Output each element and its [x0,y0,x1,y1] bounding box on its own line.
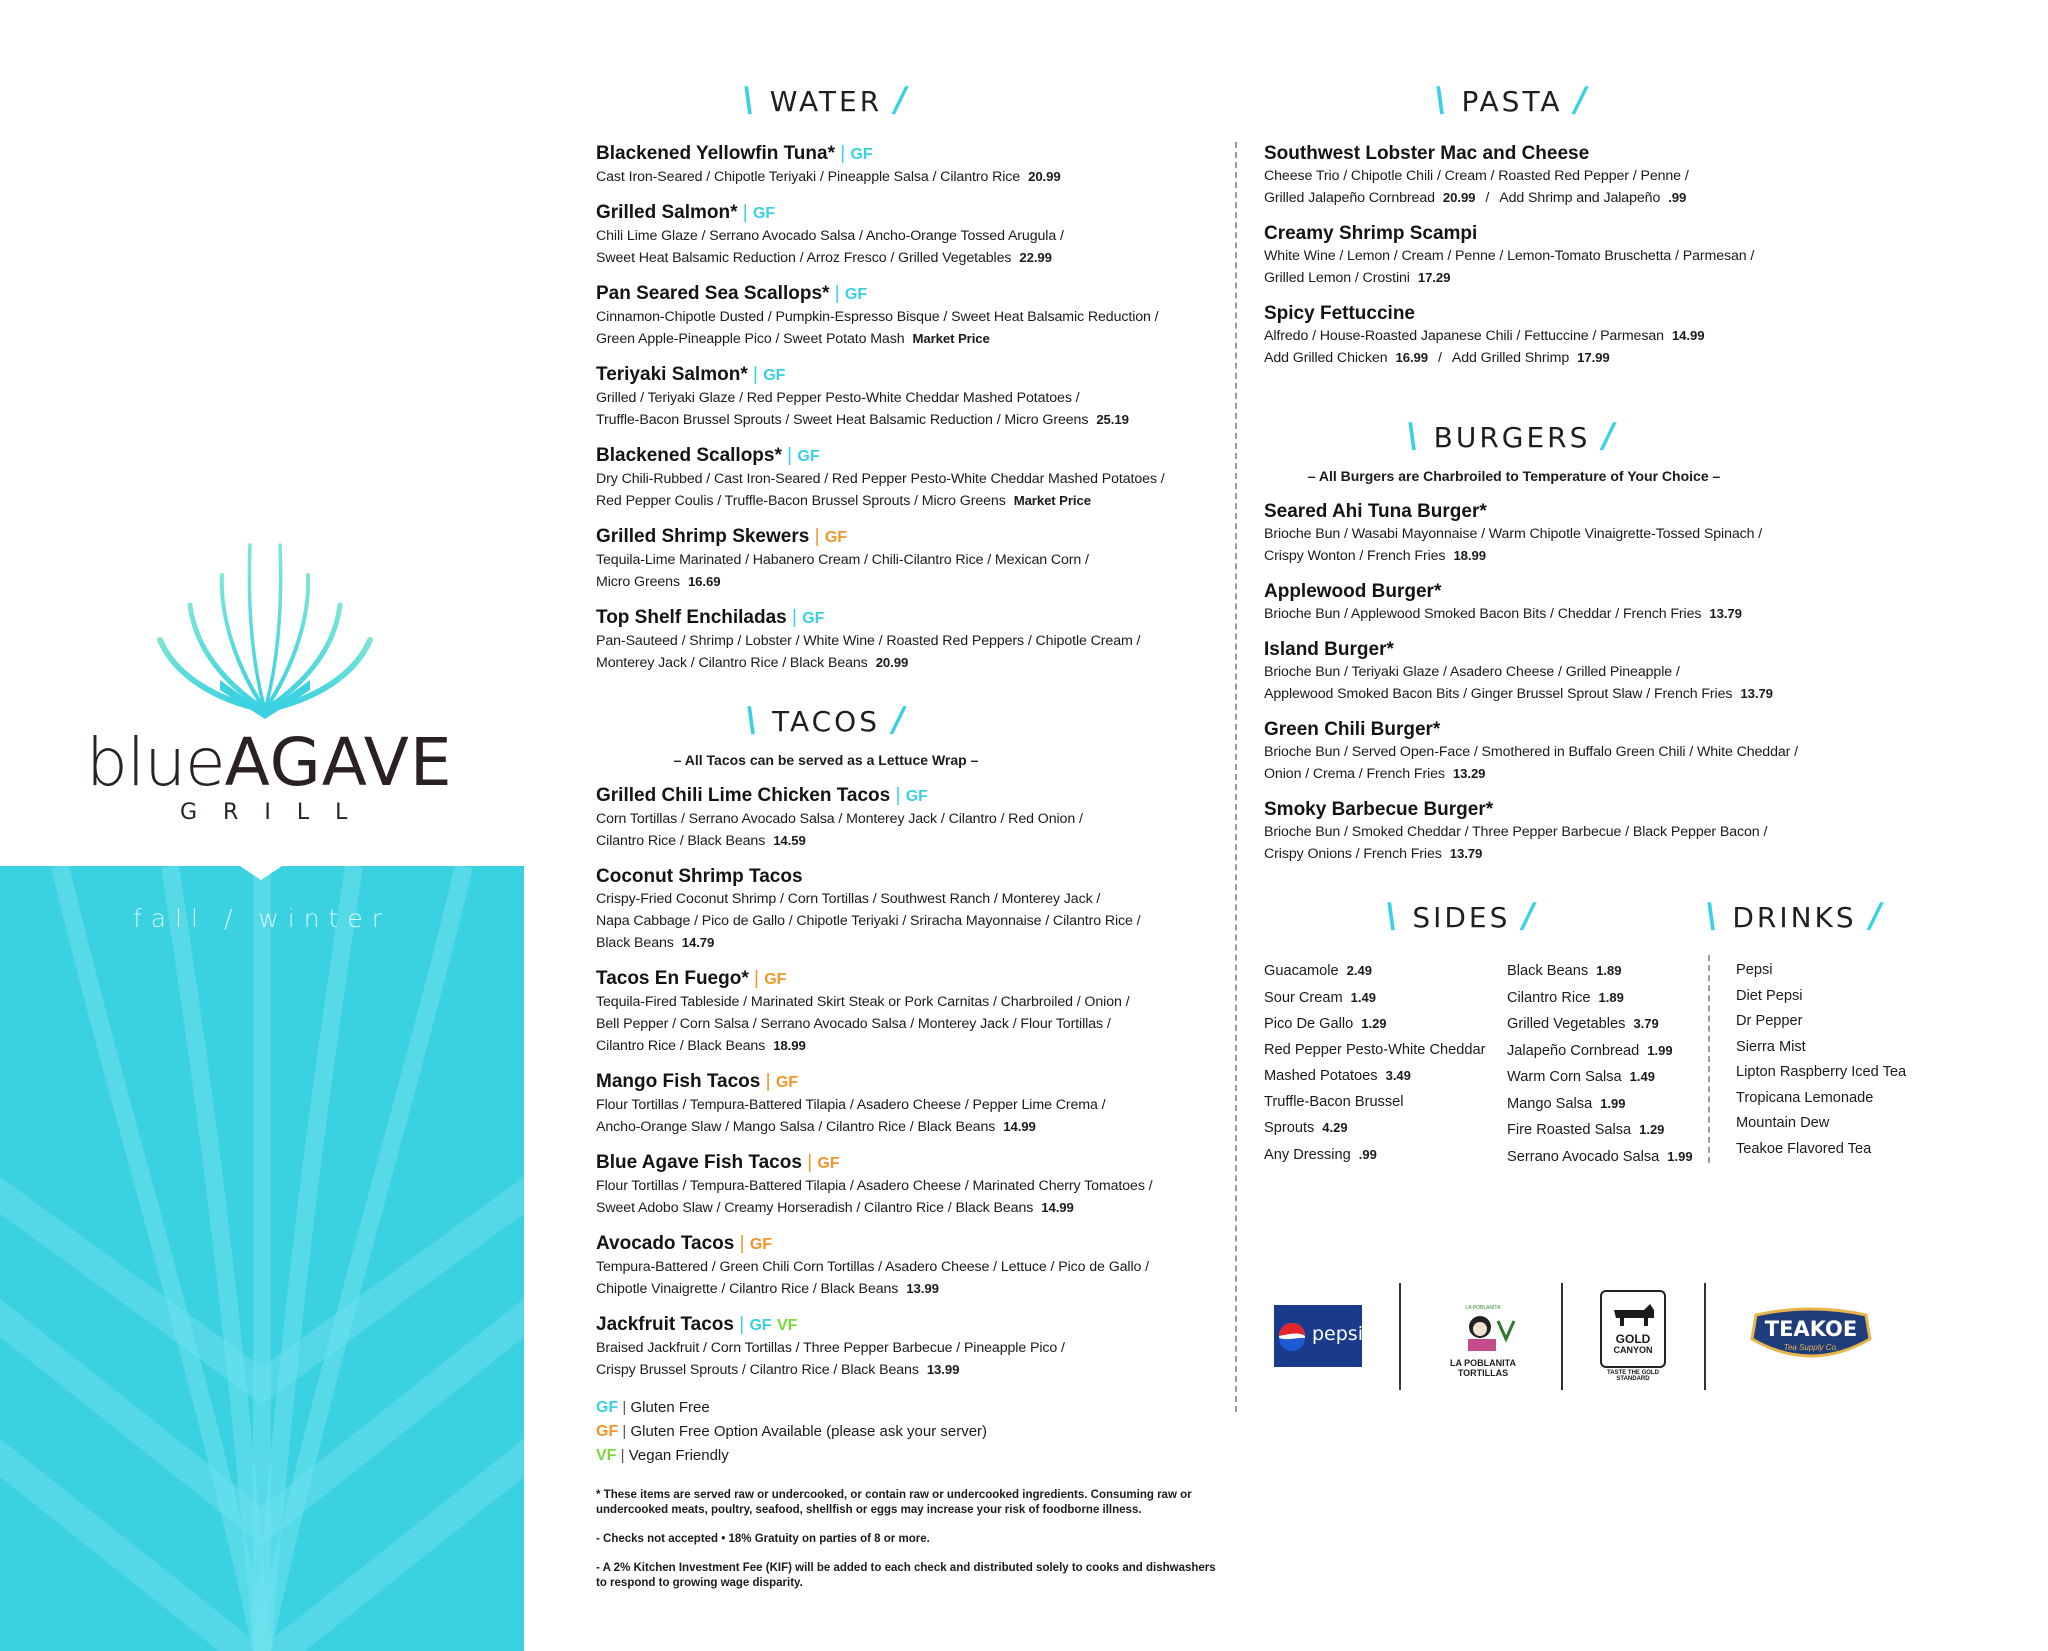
item-description: Black Beans 14.79 [596,935,715,951]
item-description: Dry Chili-Rubbed / Cast Iron-Seared / Red Pepper Pesto-White Cheddar Mashed Potatoes / [596,471,1165,487]
item-name: Coconut Shrimp Tacos [596,866,803,887]
item-description: Grilled Jalapeño Cornbread 20.99 / Add Shrimp and Jalapeño .99 [1264,190,1687,206]
item-description: Tequila-Lime Marinated / Habanero Cream / Chili-Cilantro Rice / Mexican Corn / [596,552,1089,568]
list-item: Warm Corn Salsa 1.49 [1507,1069,1655,1085]
logo-separator [1704,1283,1706,1390]
item-price: 20.99 [1028,169,1061,184]
pepsi-logo: pepsi [1274,1305,1362,1367]
item-description: Truffle-Bacon Brussel Sprouts / Sweet Heat Balsamic Reduction / Micro Greens 25.19 [596,412,1129,428]
burgers-items [1264,500,1904,865]
diet-tag: GF [817,1155,840,1172]
pasta-section [1264,80,1904,369]
item-price: 14.99 [1003,1119,1036,1134]
item-name: Grilled Shrimp Skewers | GF [596,526,848,547]
list-item: Pico De Gallo 1.29 [1264,1016,1387,1032]
item-description: Flour Tortillas / Tempura-Battered Tilapia / Asadero Cheese / Marinated Cherry Tomatoes / [596,1178,1153,1194]
item-price: .99 [1358,1146,1377,1162]
item-price: 4.29 [1322,1120,1348,1135]
menu-item [596,784,1206,852]
item-price: 1.89 [1598,989,1624,1005]
menu-item [596,444,1206,512]
menu-item [596,1070,1206,1138]
list-item: Grilled Vegetables 3.79 [1507,1016,1659,1032]
bull-icon [1608,1298,1658,1328]
list-item: Serrano Avocado Salsa 1.99 [1507,1148,1693,1165]
item-price: 1.99 [1600,1095,1626,1111]
item-price: 3.79 [1633,1016,1659,1031]
item-description: Pan-Sauteed / Shrimp / Lobster / White Wine / Roasted Red Peppers / Chipotle Cream / [596,633,1141,649]
list-item: Tropicana Lemonade [1736,1089,1874,1106]
logo-separator [1561,1283,1563,1390]
item-name: Mango Fish Tacos | GF [596,1071,799,1092]
list-item: Fire Roasted Salsa 1.29 [1507,1122,1665,1138]
item-price: 3.49 [1385,1068,1411,1083]
diet-tag: GF [905,788,928,805]
item-description: Sweet Heat Balsamic Reduction / Arroz Fresco / Grilled Vegetables 22.99 [596,250,1052,266]
item-description: White Wine / Lemon / Cream / Penne / Lemon-Tomato Bruschetta / Parmesan / [1264,248,1755,264]
item-price: 13.79 [1449,846,1483,861]
item-description: Corn Tortillas / Serrano Avocado Salsa / Monterey Jack / Cilantro / Red Onion / [596,811,1083,827]
item-price: 1.99 [1647,1042,1673,1058]
item-description: Applewood Smoked Bacon Bits / Ginger Brussel Sprout Slaw / French Fries 13.79 [1264,686,1773,702]
item-description: Grilled / Teriyaki Glaze / Red Pepper Pesto-White Cheddar Mashed Potatoes / [596,390,1080,406]
menu-item [1264,718,1904,785]
item-name: Southwest Lobster Mac and Cheese [1264,143,1590,164]
item-description: Ancho-Orange Slaw / Mango Salsa / Cilantro Rice / Black Beans 14.99 [596,1119,1036,1135]
item-price: 13.99 [906,1281,939,1296]
list-item: Truffle-Bacon Brussel [1264,1093,1404,1110]
item-description: Tequila-Fired Tableside / Marinated Skirt Steak or Pork Carnitas / Charbroiled / Onion / [596,994,1130,1010]
item-name: Blue Agave Fish Tacos | GF [596,1152,840,1173]
item-name: Pan Seared Sea Scallops* | GF [596,283,868,304]
footnote: * These items are served raw or undercooked, or contain raw or undercooked ingredients. Consuming raw or undercooked meats, poultry, seafood, shellfish or eggs may increase your risk of foodborne illness. [596,1489,1192,1516]
sides-list-1 [1264,958,1485,1168]
item-description: Cilantro Rice / Black Beans 14.59 [596,833,806,849]
item-description: Cast Iron-Seared / Chipotle Teriyaki / Pineapple Salsa / Cilantro Rice 20.99 [596,169,1061,185]
diet-tag: GF [797,448,820,465]
item-description: Crispy Wonton / French Fries 18.99 [1264,548,1486,564]
brand-name: blueAGAVE [86,724,453,801]
item-description: Sweet Adobo Slaw / Creamy Horseradish / Cilantro Rice / Black Beans 14.99 [596,1200,1074,1216]
list-item: Cilantro Rice 1.89 [1507,989,1624,1006]
list-item: Red Pepper Pesto-White Cheddar [1264,1041,1486,1058]
item-name: Island Burger* [1264,639,1394,660]
list-item: Mango Salsa 1.99 [1507,1095,1626,1112]
item-description: Brioche Bun / Applewood Smoked Bacon Bits / Cheddar / French Fries 13.79 [1264,606,1742,622]
item-description: Green Apple-Pineapple Pico / Sweet Potato Mash Market Price [596,331,990,347]
item-price: 13.99 [926,1362,960,1377]
item-price: 14.99 [1041,1200,1074,1215]
burgers-section [1264,416,1904,865]
item-price: 18.99 [773,1038,806,1053]
footnote: - A 2% Kitchen Investment Fee (KIF) will be added to each check and distributed solely to cooks and dishwashers to respond to growing wage disparity. [596,1562,1216,1589]
list-item: Sour Cream 1.49 [1264,989,1376,1006]
menu-item [596,606,1206,674]
item-description: Chili Lime Glaze / Serrano Avocado Salsa / Ancho-Orange Tossed Arugula / [596,228,1064,244]
item-price: 18.99 [1453,548,1486,563]
item-name: Green Chili Burger* [1264,719,1441,740]
chevron-pattern [0,866,524,1651]
item-description: Flour Tortillas / Tempura-Battered Tilapia / Asadero Cheese / Pepper Lime Crema / [596,1097,1106,1113]
item-price: 25.19 [1096,412,1129,427]
item-price: 14.79 [681,935,715,950]
menu-item [596,201,1206,269]
item-description: Cheese Trio / Chipotle Chili / Cream / Roasted Red Pepper / Penne / [1264,168,1689,184]
list-item: Guacamole 2.49 [1264,963,1372,979]
item-name: Blackened Scallops* | GF [596,445,820,466]
menu-item [1264,638,1904,705]
pasta-items [1264,142,1904,369]
menu-item [596,1313,1206,1381]
drinks-divider [1708,955,1710,1163]
menu-item [1264,302,1904,369]
season-panel [0,866,524,1651]
sides-list-2 [1507,958,1693,1170]
panel-notch [237,864,285,880]
item-description: Napa Cabbage / Pico de Gallo / Chipotle Teriyaki / Sriracha Mayonnaise / Cilantro Rice / [596,913,1141,929]
legend-item: GF | Gluten Free Option Available (please ask your server) [596,1423,988,1440]
list-item: Jalapeño Cornbread 1.99 [1507,1042,1673,1059]
item-price: Market Price [1013,493,1091,508]
tacos-items [596,784,1206,1381]
item-price: 20.99 [1442,190,1476,205]
list-item: Mashed Potatoes 3.49 [1264,1068,1411,1084]
column-divider [1235,142,1237,1412]
item-name: Teriyaki Salmon* | GF [596,364,786,385]
footnote: - Checks not accepted • 18% Gratuity on parties of 8 or more. [596,1533,930,1545]
legend-item: GF | Gluten Free [596,1399,710,1416]
list-item: Sprouts 4.29 [1264,1120,1348,1136]
item-description: Braised Jackfruit / Corn Tortillas / Three Pepper Barbecue / Pineapple Pico / [596,1340,1065,1356]
item-description: Crispy Onions / French Fries 13.79 [1264,846,1483,862]
menu-item [596,1151,1206,1219]
diet-tag: GF [775,1074,799,1091]
item-price: 14.99 [1671,328,1705,343]
list-item: Any Dressing .99 [1264,1146,1377,1163]
item-description: Add Grilled Chicken 16.99 / Add Grilled Shrimp 17.99 [1264,350,1610,366]
item-description: Brioche Bun / Served Open-Face / Smothered in Buffalo Green Chili / White Cheddar / [1264,744,1798,760]
diet-tag: GF [844,286,868,303]
logo-separator [1399,1283,1401,1390]
teakoe-logo: TEAKOE Tea Supply Co. [1748,1305,1874,1367]
item-description: Chipotle Vinaigrette / Cilantro Rice / Black Beans 13.99 [596,1281,939,1297]
item-price: 1.99 [1667,1148,1693,1164]
item-price: 22.99 [1019,250,1052,265]
item-description: Cilantro Rice / Black Beans 18.99 [596,1038,806,1054]
item-description: Brioche Bun / Wasabi Mayonnaise / Warm Chipotle Vinaigrette-Tossed Spinach / [1264,526,1763,542]
menu-item [596,142,1206,188]
item-price: 13.79 [1740,686,1773,701]
menu-item [596,282,1206,350]
item-price: 2.49 [1346,963,1372,978]
diet-tag: GF [749,1317,772,1334]
diet-tag: VF [776,1317,798,1334]
item-description: Bell Pepper / Corn Salsa / Serrano Avocado Salsa / Monterey Jack / Flour Tortillas / [596,1016,1111,1032]
tortillas-logo: LA POBLANITA LA POBLANITA TORTILLAS [1440,1305,1526,1375]
item-price: 1.29 [1639,1122,1665,1137]
season-label: fall / winter [132,904,392,933]
item-price: 16.69 [687,574,721,589]
item-price: Market Price [912,331,990,346]
diet-tag: GF [802,610,825,627]
list-item: Dr Pepper [1736,1013,1803,1029]
item-price: 1.89 [1596,963,1622,978]
item-name: Spicy Fettuccine [1264,303,1415,324]
water-title: \ WATER / [738,80,914,120]
pasta-title: \ PASTA / [1430,80,1594,120]
item-description: Brioche Bun / Smoked Cheddar / Three Pepper Barbecue / Black Pepper Bacon / [1264,824,1768,840]
tacos-section [596,700,1206,1381]
list-item: Pepsi [1736,962,1773,978]
sides-title: \ SIDES / [1381,896,1542,936]
tortilla-lady-icon [1440,1311,1526,1353]
list-item: Lipton Raspberry Iced Tea [1736,1064,1907,1080]
item-name: Avocado Tacos | GF [596,1233,773,1254]
agave-leaf-logo [150,505,380,720]
item-name: Blackened Yellowfin Tuna* | GF [596,143,873,164]
item-price: 1.49 [1629,1069,1655,1084]
menu-item [1264,798,1904,865]
item-description: Tempura-Battered / Green Chili Corn Tortillas / Asadero Cheese / Lettuce / Pico de Gallo / [596,1259,1149,1275]
water-items [596,142,1206,674]
gold-canyon-logo: GOLD CANYON TASTE THE GOLD STANDARD [1600,1290,1666,1390]
water-section [596,80,1206,674]
menu-item [596,363,1206,431]
item-description: Crispy-Fried Coconut Shrimp / Corn Tortillas / Southwest Ranch / Monterey Jack / [596,891,1101,907]
diet-tag: GF [764,971,787,988]
list-item: Mountain Dew [1736,1115,1830,1131]
menu-item [1264,580,1904,625]
item-description: Alfredo / House-Roasted Japanese Chili / Fettuccine / Parmesan 14.99 [1264,328,1705,344]
item-description: Red Pepper Coulis / Truffle-Bacon Brussel Sprouts / Micro Greens Market Price [596,493,1091,509]
item-name: Jackfruit Tacos | GF VF [596,1314,798,1335]
menu-item [1264,142,1904,209]
menu-item [1264,222,1904,289]
list-item: Diet Pepsi [1736,987,1803,1004]
legend-item: VF | Vegan Friendly [596,1447,729,1464]
brand-sub: GRILL [180,800,374,825]
drinks-title: \ DRINKS / [1701,896,1888,936]
item-name: Seared Ahi Tuna Burger* [1264,501,1487,522]
item-description: Onion / Crema / French Fries 13.29 [1264,766,1486,782]
list-item: Teakoe Flavored Tea [1736,1140,1872,1157]
item-price: 13.29 [1452,766,1486,781]
item-description: Crispy Brussel Sprouts / Cilantro Rice / Black Beans 13.99 [596,1362,960,1378]
tacos-note: – All Tacos can be served as a Lettuce Wrap – [673,752,979,768]
diet-tag: GF [749,1236,773,1253]
burgers-title: \ BURGERS / [1402,416,1622,456]
item-price: 1.49 [1350,989,1376,1005]
item-description: Cinnamon-Chipotle Dusted / Pumpkin-Espresso Bisque / Sweet Heat Balsamic Reduction / [596,309,1159,325]
menu-item [1264,500,1904,567]
item-name: Applewood Burger* [1264,581,1442,602]
item-name: Smoky Barbecue Burger* [1264,799,1494,820]
item-name: Tacos En Fuego* | GF [596,968,787,989]
item-description: Monterey Jack / Cilantro Rice / Black Beans 20.99 [596,655,909,671]
legend [596,1396,987,1468]
diet-tag: GF [850,146,873,163]
item-price: 13.79 [1709,606,1742,621]
diet-tag: GF [824,529,848,546]
drinks-list [1736,958,1906,1162]
item-price: 20.99 [875,655,909,670]
item-name: Grilled Salmon* | GF [596,202,776,223]
item-description: Grilled Lemon / Crostini 17.29 [1264,270,1451,286]
menu-item [596,865,1206,954]
item-name: Creamy Shrimp Scampi [1264,223,1478,244]
list-item: Sierra Mist [1736,1038,1806,1055]
diet-tag: GF [763,367,786,384]
diet-tag: GF [752,205,776,222]
item-description: Brioche Bun / Teriyaki Glaze / Asadero Cheese / Grilled Pineapple / [1264,664,1680,680]
brand-panel [0,0,524,1651]
menu-item [596,1232,1206,1300]
footnotes [596,1488,1216,1605]
item-price: 1.29 [1361,1016,1387,1031]
menu-item [596,967,1206,1057]
item-price: 14.59 [773,833,806,848]
item-name: Grilled Chili Lime Chicken Tacos | GF [596,785,928,806]
item-price: 17.29 [1417,270,1451,285]
menu-item [596,525,1206,593]
item-description: Micro Greens 16.69 [596,574,721,590]
burgers-note: – All Burgers are Charbroiled to Temperature of Your Choice – [1307,468,1721,484]
list-item: Black Beans 1.89 [1507,963,1622,979]
tacos-title: \ TACOS / [741,700,911,740]
item-name: Top Shelf Enchiladas | GF [596,607,825,628]
